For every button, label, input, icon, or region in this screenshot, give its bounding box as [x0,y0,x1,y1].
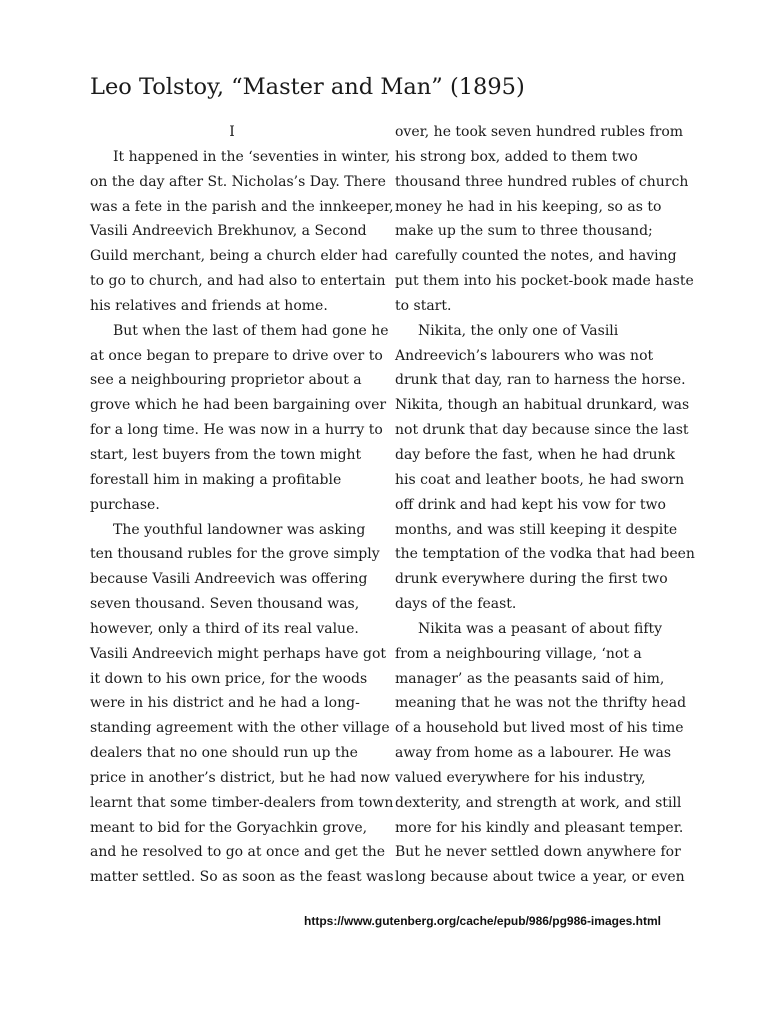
text-line: see a neighbouring proprietor about a [90,372,362,389]
text-line: of a household but lived most of his time [395,720,684,737]
text-line: The youthful landowner was asking [113,521,366,538]
text-line: because Vasili Andreevich was offering [90,571,368,588]
text-line: thousand three hundred rubles of church [395,173,689,190]
text-line: make up the sum to three thousand; [395,223,653,240]
text-line: to start. [395,297,452,314]
text-line: his coat and leather boots, he had sworn [395,471,685,488]
text-line: months, and was still keeping it despite [395,521,678,538]
text-line: days of the feast. [395,596,517,613]
text-line: ten thousand rubles for the grove simply [90,546,380,563]
source-url: https://www.gutenberg.org/cache/epub/986/pg986-images.html [304,914,661,928]
text-line: the temptation of the vodka that had been [395,546,695,563]
page-title: Leo Tolstoy, “Master and Man” (1895) [90,74,525,100]
text-line: But when the last of them had gone he [113,322,389,339]
text-line: But he never settled down anywhere for [395,844,681,861]
text-line: were in his district and he had a long- [90,695,360,712]
text-line: manager’ as the peasants said of him, [395,670,665,687]
text-line: Nikita, though an habitual drunkard, was [395,397,690,414]
text-line: off drink and had kept his vow for two [395,496,666,513]
right-column [395,120,695,890]
text-line: It happened in the ‘seventies in winter, [113,148,391,165]
left-column [90,120,394,890]
text-line: start, lest buyers from the town might [90,446,362,463]
text-line: long because about twice a year, or even [395,869,685,886]
text-line: at once began to prepare to drive over to [90,347,383,364]
text-line: his strong box, added to them two [395,148,638,165]
text-line: more for his kindly and pleasant temper. [395,819,684,836]
text-line: his relatives and friends at home. [90,297,328,314]
right-column-text [395,120,695,890]
text-line: money he had in his keeping, so as to [395,198,662,215]
text-line: seven thousand. Seven thousand was, [90,596,360,613]
text-line: meaning that he was not the thrifty head [395,695,687,712]
text-line: dexterity, and strength at work, and still [395,794,682,811]
text-line: drunk everywhere during the first two [395,571,668,588]
text-line: put them into his pocket-book made haste [395,273,694,290]
text-line: not drunk that day because since the last [395,422,689,439]
text-line: was a fete in the parish and the innkeeper, [90,198,394,215]
text-line: from a neighbouring village, ‘not a [395,645,642,662]
text-line: purchase. [90,496,160,513]
text-line: Vasili Andreevich might perhaps have got [90,645,387,662]
text-line: valued everywhere for his industry, [395,769,646,786]
text-line: Andreevich’s labourers who was not [395,347,654,364]
text-line: dealers that no one should run up the [90,745,358,762]
text-line: over, he took seven hundred rubles from [395,124,684,140]
text-line: carefully counted the notes, and having [395,248,677,265]
text-line: and he resolved to go at once and get the [90,844,386,861]
text-line: meant to bid for the Goryachkin grove, [90,819,368,836]
text-line: standing agreement with the other village [90,720,390,737]
text-line: day before the fast, when he had drunk [395,446,676,463]
text-line: Nikita was a peasant of about fifty [418,620,663,637]
left-column-text [90,145,394,890]
text-line: grove which he had been bargaining over [90,397,387,414]
text-line: Guild merchant, being a church elder had [90,248,388,265]
text-line: on the day after St. Nicholas’s Day. There [90,173,386,190]
text-line: Nikita, the only one of Vasili [418,322,619,339]
chapter-heading: I [229,124,235,140]
text-line: away from home as a labourer. He was [395,745,672,762]
text-line: learnt that some timber-dealers from town [90,794,394,811]
text-line: to go to church, and had also to entertain [90,273,386,290]
text-line: drunk that day, ran to harness the horse. [395,372,686,389]
text-line: matter settled. So as soon as the feast was [90,869,394,886]
text-line: however, only a third of its real value. [90,620,359,637]
text-line: price in another’s district, but he had now [90,769,390,786]
text-line: forestall him in making a profitable [90,471,342,488]
text-line: for a long time. He was now in a hurry to [90,422,383,439]
text-line: Vasili Andreevich Brekhunov, a Second [90,223,367,240]
text-line: it down to his own price, for the woods [90,670,368,687]
